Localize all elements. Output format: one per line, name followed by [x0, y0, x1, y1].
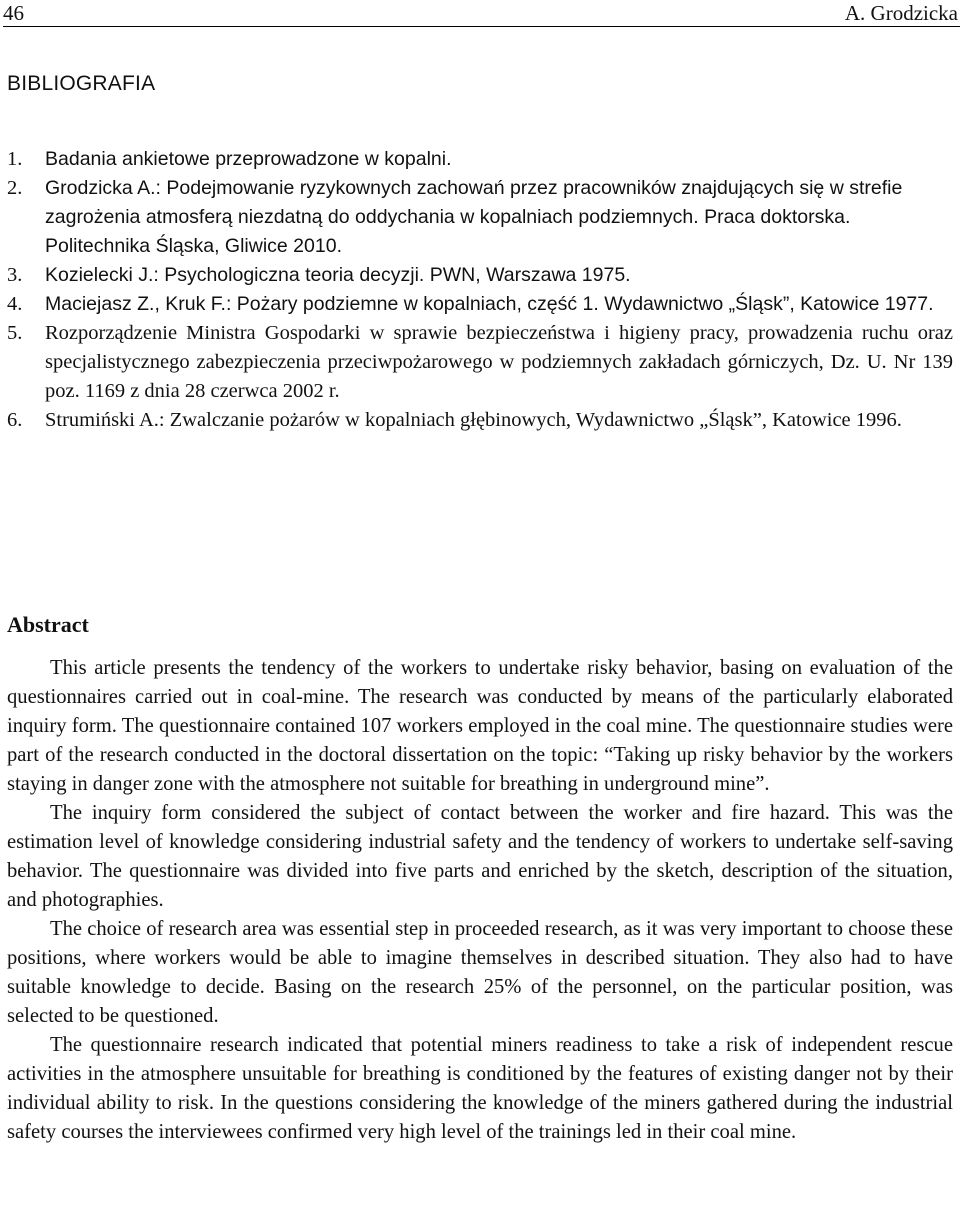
reference-number: 5.: [7, 322, 23, 344]
abstract-body: [7, 654, 953, 1147]
abstract-paragraph: The inquiry form considered the subject of contact between the worker and fire hazard. This was the estimation level of knowledge considering industrial safety and the tendency of workers to undertake self-saving behavior. The questionnaire was divided into five parts and enriched by the sketch, description of the situation, and photographies.: [7, 802, 953, 911]
bibliography-heading: BIBLIOGRAFIA: [7, 72, 156, 95]
reference-item: [7, 261, 953, 290]
abstract-paragraph: The choice of research area was essential step in proceeded research, as it was very important to choose these positions, where workers would be able to imagine themselves in described situation. They also had to have suitable knowledge to decide. Basing on the research 25% of the personnel, on the particular position, was selected to be questioned.: [7, 918, 953, 1027]
reference-number: 6.: [7, 409, 23, 431]
reference-number: 2.: [7, 177, 23, 199]
reference-item: [7, 319, 953, 406]
reference-text: Grodzicka A.: Podejmowanie ryzykownych zachowań przez pracowników znajdujących się w strefie zagrożenia atmosferą niezdatną do oddychania w kopalniach podziemnych. Praca doktorska. Politechnika Śląska, Gliwice 2010.: [45, 177, 903, 257]
reference-text: Strumiński A.: Zwalczanie pożarów w kopalniach głębinowych, Wydawnictwo „Śląsk”, Katowice 1996.: [45, 409, 902, 431]
running-head-author: A. Grodzicka: [844, 1, 958, 25]
reference-list: [7, 145, 953, 435]
reference-number: 3.: [7, 264, 23, 286]
reference-text: Kozielecki J.: Psychologiczna teoria decyzji. PWN, Warszawa 1975.: [45, 264, 631, 286]
abstract-paragraph: The questionnaire research indicated that potential miners readiness to take a risk of independent rescue activities in the atmosphere unsuitable for breathing is conditioned by the features of existing danger not by their individual ability to risk. In the questions considering the knowledge of the miners gathered during the industrial safety courses the interviewees confirmed very high level of the trainings led in their coal mine.: [7, 1034, 953, 1143]
reference-item: [7, 174, 953, 261]
abstract-heading: Abstract: [7, 612, 89, 637]
abstract-paragraph: This article presents the tendency of the workers to undertake risky behavior, basing on evaluation of the questionnaires carried out in coal-mine. The research was conducted by means of the particularly elaborated inquiry form. The questionnaire contained 107 workers employed in the coal mine. The questionnaire studies were part of the research conducted in the doctoral dissertation on the topic: “Taking up risky behavior by the workers staying in danger zone with the atmosphere not suitable for breathing in underground mine”.: [7, 657, 953, 795]
page-number: 46: [3, 1, 24, 25]
reference-text: Maciejasz Z., Kruk F.: Pożary podziemne w kopalniach, część 1. Wydawnictwo „Śląsk”, Katowice 1977.: [45, 293, 934, 315]
page-header: [3, 0, 960, 27]
reference-number: 1.: [7, 148, 23, 170]
reference-item: [7, 290, 953, 319]
reference-text: Badania ankietowe przeprowadzone w kopalni.: [45, 148, 452, 170]
reference-item: [7, 406, 953, 435]
reference-number: 4.: [7, 293, 23, 315]
reference-text: Rozporządzenie Ministra Gospodarki w sprawie bezpieczeństwa i higieny pracy, prowadzenia ruchu oraz specjalistycznego zabezpieczenia przeciwpożarowego w podziemnych zakładach górniczych, Dz. U. Nr 139 poz. 1169 z dnia 28 czerwca 2002 r.: [45, 322, 953, 402]
reference-item: [7, 145, 953, 174]
